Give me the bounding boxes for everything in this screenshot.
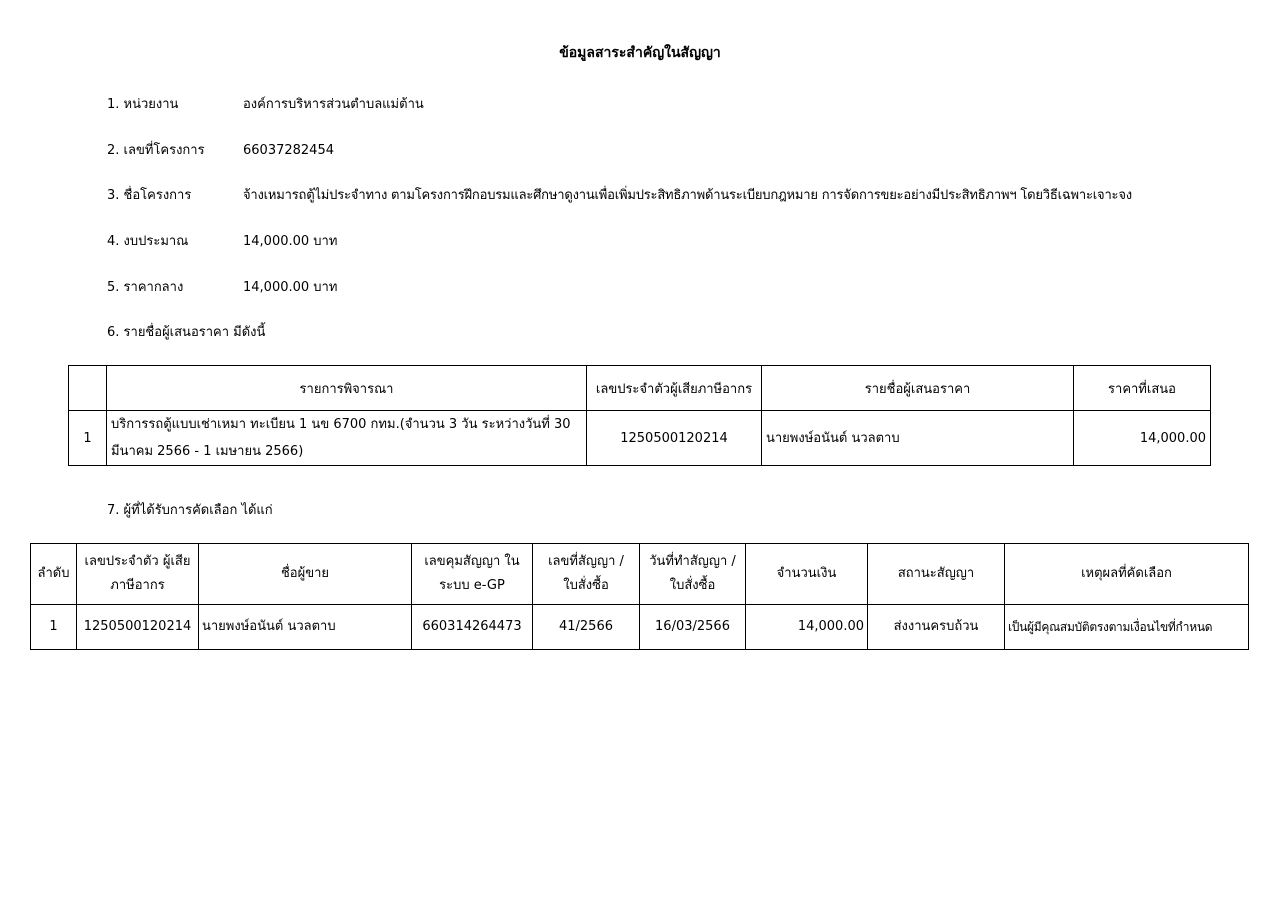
bidders-table — [68, 365, 1211, 466]
field-budget — [107, 231, 337, 253]
table-row — [31, 605, 1249, 650]
cell-item: บริการรถตู้แบบเช่าเหมา ทะเบียน 1 นข 6700 กทม.(จำนวน 3 วัน ระหว่างวันที่ 30 มีนาคม 2566 - 1 เมษายน 2566) — [107, 411, 587, 466]
cell-amount: 14,000.00 — [746, 605, 868, 650]
section7-heading: 7. ผู้ที่ได้รับการคัดเลือก ได้แก่ — [107, 503, 273, 518]
cell-contract-date: 16/03/2566 — [640, 605, 746, 650]
header-cell-bidder: รายชื่อผู้เสนอราคา — [762, 366, 1074, 411]
header-cell-contract-number: เลขที่สัญญา / ใบสั่งซื้อ — [533, 544, 640, 605]
cell-number: 1 — [69, 411, 107, 466]
header-cell-seller: ชื่อผู้ขาย — [199, 544, 412, 605]
header-cell-number: ลำดับ — [31, 544, 77, 605]
header-cell-price: ราคาที่เสนอ — [1074, 366, 1211, 411]
field-agency — [107, 94, 424, 116]
field-value: จ้างเหมารถตู้ไม่ประจำทาง ตามโครงการฝึกอบรมและศึกษาดูงานเพื่อเพิ่มประสิทธิภาพด้านระเบียบกฎหมาย การจัดการขยะอย่างมีประสิทธิภาพฯ โดยวิธีเฉพาะเจาะจง — [243, 188, 1132, 203]
winners-table — [30, 543, 1249, 650]
field-median-price — [107, 277, 337, 299]
header-cell-item: รายการพิจารณา — [107, 366, 587, 411]
field-project-name — [107, 185, 1132, 207]
cell-number: 1 — [31, 605, 77, 650]
cell-seller: นายพงษ์อนันต์ นวลตาบ — [199, 605, 412, 650]
field-project-number — [107, 140, 334, 162]
cell-tax-id: 1250500120214 — [77, 605, 199, 650]
table-header-row — [69, 366, 1211, 411]
field-label: 2. เลขที่โครงการ — [107, 143, 205, 158]
field-label: 1. หน่วยงาน — [107, 97, 179, 112]
field-label: 5. ราคากลาง — [107, 280, 184, 295]
cell-bidder: นายพงษ์อนันต์ นวลตาบ — [762, 411, 1074, 466]
field-label: 3. ชื่อโครงการ — [107, 188, 192, 203]
header-cell-tax-id: เลขประจำตัว ผู้เสียภาษีอากร — [77, 544, 199, 605]
field-value: องค์การบริหารส่วนตำบลแม่ต้าน — [243, 97, 424, 112]
table-header-row — [31, 544, 1249, 605]
cell-contract-number: 41/2566 — [533, 605, 640, 650]
header-cell-status: สถานะสัญญา — [868, 544, 1005, 605]
header-cell-contract-date: วันที่ทำสัญญา / ใบสั่งซื้อ — [640, 544, 746, 605]
header-cell-egp: เลขคุมสัญญา ในระบบ e-GP — [412, 544, 533, 605]
field-value: 14,000.00 บาท — [243, 280, 338, 295]
document-title: ข้อมูลสาระสำคัญในสัญญา — [559, 45, 721, 61]
section6-heading: 6. รายชื่อผู้เสนอราคา มีดังนี้ — [107, 325, 266, 340]
header-cell-reason: เหตุผลที่คัดเลือก — [1005, 544, 1249, 605]
cell-price: 14,000.00 — [1074, 411, 1211, 466]
cell-tax-id: 1250500120214 — [587, 411, 762, 466]
header-cell-number — [69, 366, 107, 411]
field-label: 4. งบประมาณ — [107, 234, 189, 249]
cell-reason: เป็นผู้มีคุณสมบัติตรงตามเงื่อนไขที่กำหนด — [1005, 605, 1249, 650]
field-value: 66037282454 — [243, 143, 334, 158]
field-value: 14,000.00 บาท — [243, 234, 338, 249]
header-cell-amount: จำนวนเงิน — [746, 544, 868, 605]
cell-status: ส่งงานครบถ้วน — [868, 605, 1005, 650]
table-row — [69, 411, 1211, 466]
header-cell-tax-id: เลขประจำตัวผู้เสียภาษีอากร — [587, 366, 762, 411]
cell-egp: 660314264473 — [412, 605, 533, 650]
